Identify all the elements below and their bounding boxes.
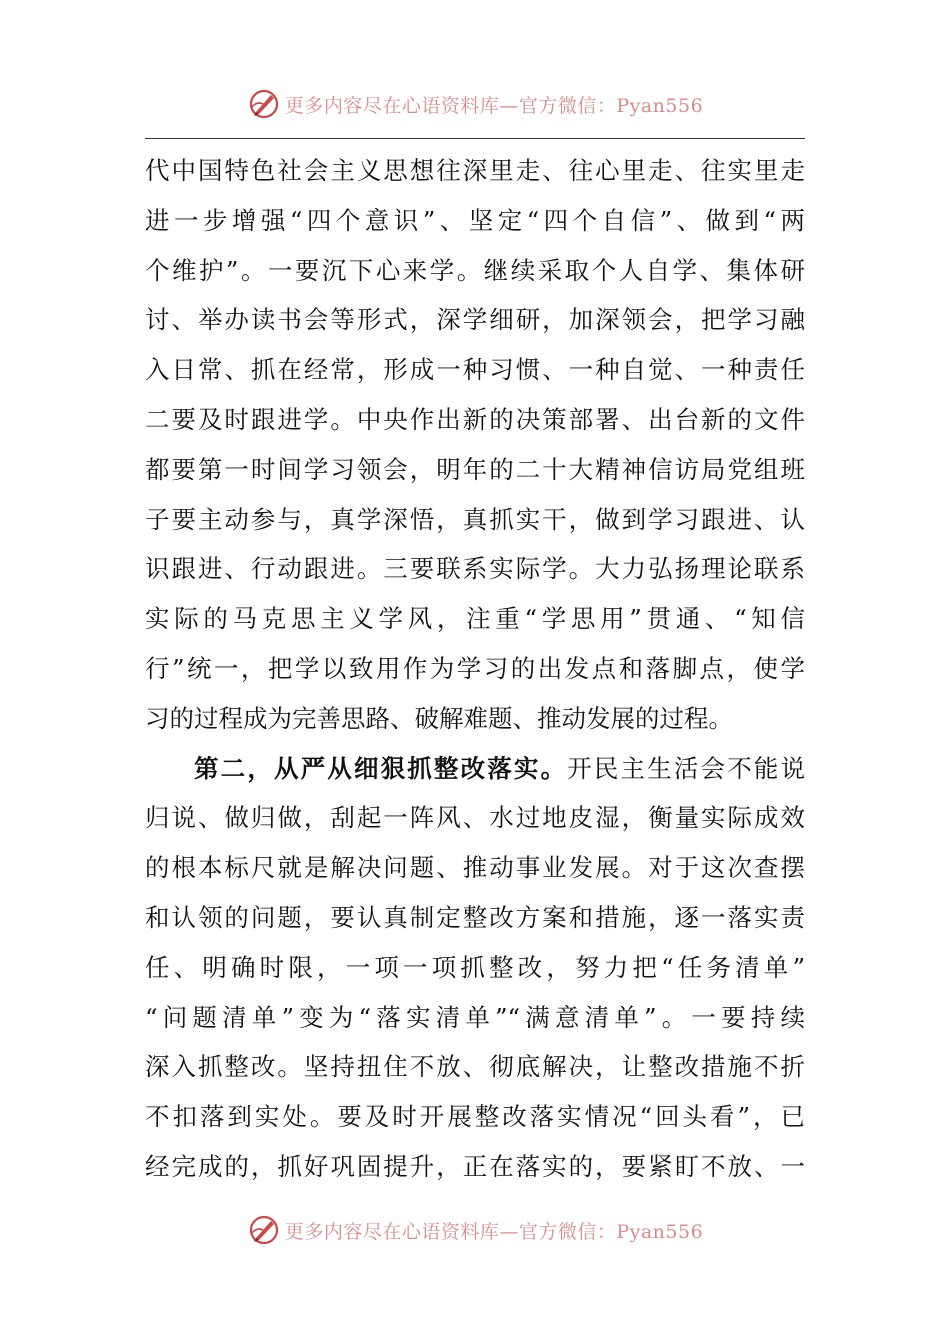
- paragraph-2-first-line-text: 开民主生活会不能说: [567, 753, 806, 783]
- body-line: 子要主动参与，真学深悟，真抓实干，做到学习跟进、认: [145, 504, 805, 534]
- paragraph-2-heading: 第二，从严从细狠抓整改落实。: [194, 753, 568, 783]
- body-line: 入日常、抓在经常，形成一种习惯、一种自觉、一种责任: [145, 355, 805, 385]
- body-line: 不扣落到实处。要及时开展整改落实情况“回头看”，已: [145, 1102, 805, 1132]
- header-banner: [0, 84, 950, 124]
- body-line: 任、明确时限，一项一项抓整改，努力把“任务清单”: [145, 952, 805, 982]
- body-line: 深入抓整改。坚持扭住不放、彻底解决，让整改措施不折: [145, 1052, 805, 1082]
- body-line: 识跟进、行动跟进。三要联系实际学。大力弘扬理论联系: [145, 554, 805, 584]
- body-line: 都要第一时间学习领会，明年的二十大精神信访局党组班: [145, 454, 805, 484]
- paragraph-2-first-line: [145, 744, 805, 794]
- header-divider: [145, 138, 805, 139]
- body-line: 归说、做归做，刮起一阵风、水过地皮湿，衡量实际成效: [145, 803, 805, 833]
- body-line: 和认领的问题，要认真制定整改方案和措施，逐一落实责: [145, 902, 805, 932]
- body-line: 习的过程成为完善思路、破解难题、推动发展的过程。: [145, 703, 733, 733]
- body-line: 个维护”。一要沉下心来学。继续采取个人自学、集体研: [145, 255, 805, 285]
- body-line: 二要及时跟进学。中央作出新的决策部署、出台新的文件: [145, 404, 805, 434]
- body-line: 讨、举办读书会等形式，深学细研，加深领会，把学习融: [145, 305, 805, 335]
- document-body: [145, 146, 805, 1192]
- pen-logo-icon: [247, 1213, 281, 1247]
- body-line: 进一步增强“四个意识”、坚定“四个自信”、做到“两: [145, 205, 805, 235]
- pen-logo-icon: [247, 87, 281, 121]
- body-line: 代中国特色社会主义思想往深里走、往心里走、往实里走: [145, 156, 805, 185]
- body-line: 的根本标尺就是解决问题、推动事业发展。对于这次查摆: [145, 853, 805, 883]
- body-line: 行”统一，把学以致用作为学习的出发点和落脚点，使学: [145, 653, 805, 683]
- footer-banner: [0, 1210, 950, 1250]
- footer-banner-text: 更多内容尽在心语资料库—官方微信：Pyan556: [284, 1220, 704, 1243]
- body-line: “问题清单”变为“落实清单”“满意清单”。一要持续: [145, 1002, 805, 1032]
- header-banner-text: 更多内容尽在心语资料库—官方微信：Pyan556: [284, 94, 704, 117]
- body-line: 经完成的，抓好巩固提升，正在落实的，要紧盯不放、一: [145, 1151, 805, 1181]
- body-line: 实际的马克思主义学风，注重“学思用”贯通、“知信: [145, 604, 805, 634]
